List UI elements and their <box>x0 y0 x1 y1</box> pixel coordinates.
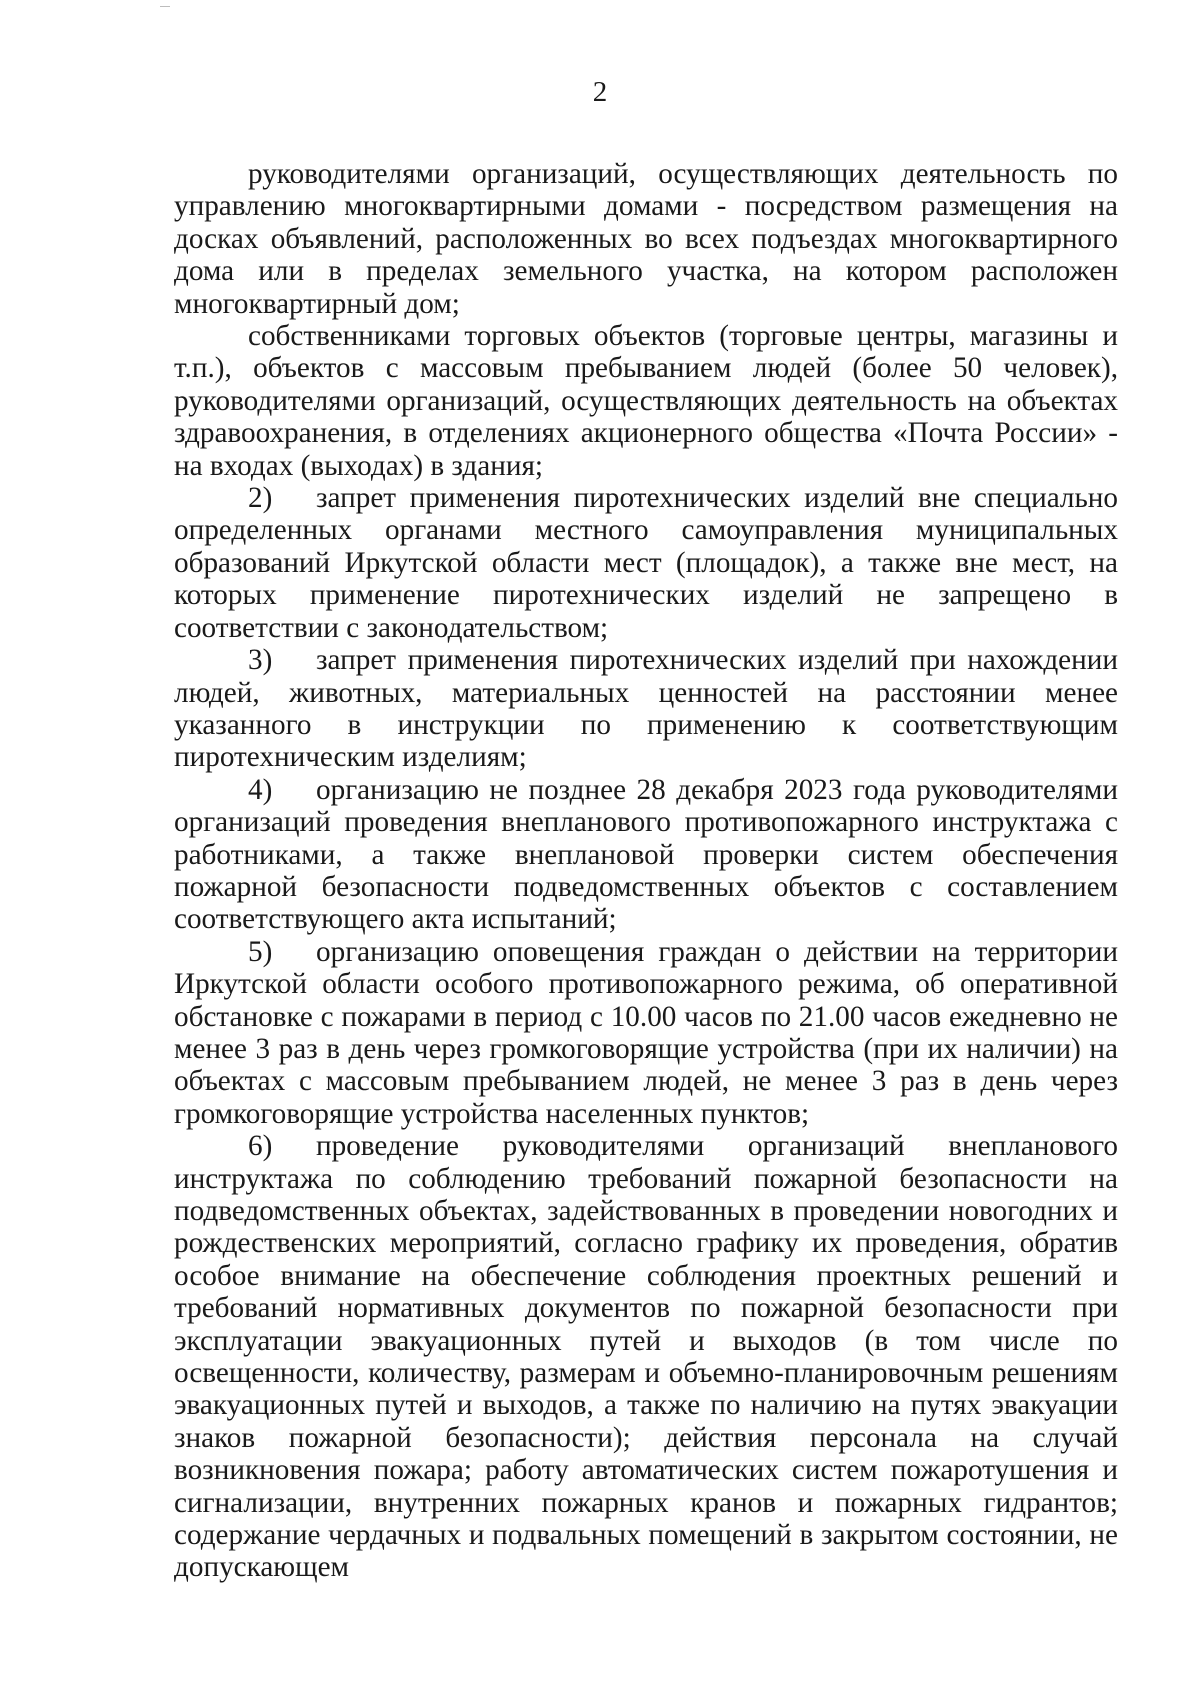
paragraph-text: запрет применения пиротехнических изделий при нахождении людей, животных, материальных ценностей на расстоянии менее указанного в инструкции по применению к соответствующим пиротехническим изделиям; <box>174 644 1118 774</box>
paragraph-managers <box>174 158 1118 320</box>
paragraph-text: организацию не позднее 28 декабря 2023 года руководителями организаций проведения внепланового противопожарного инструктажа с работниками, а также внеплановой проверки систем обеспечения пожарной безопасности подведомственных объектов с составлением соответствующего акта испытаний; <box>174 773 1118 936</box>
page-number: 2 <box>592 76 608 108</box>
paragraph-text: запрет применения пиротехнических изделий вне специально определенных органами местного самоуправления муниципальных образований Иркутской области мест (площадок), а также вне мест, на которых применение пиротехнических изделий не запрещено в соответствии с законодательством; <box>174 482 1118 644</box>
item-number: 2) <box>248 482 273 515</box>
paragraph-item-6 <box>174 1130 1118 1584</box>
paragraph-item-5 <box>174 936 1118 1130</box>
paragraph-owners <box>174 320 1118 482</box>
paragraph-text: руководителями организаций, осуществляющих деятельность по управлению многоквартирными домами - посредством размещения на досках объявлений, расположенных во всех подъездах многоквартирного дома или в пределах земельного участка, на котором расположен многоквартирный дом; <box>174 158 1118 320</box>
paragraph-text: проведение руководителями организаций внепланового инструктажа по соблюдению требований пожарной безопасности на подведомственных объектах, задействованных в проведении новогодних и рождественских мероприятий, согласно графику их проведения, обратив особое внимание на обеспечение соблюдения проектных решений и требований нормативных документов по пожарной безопасности при эксплуатации эвакуационных путей и выходов (в том числе по освещенности, количеству, размерам и объемно-планировочным решениям эвакуационных путей и выходов, а также по наличию на путях эвакуации знаков пожарной безопасности); действия персонала на случай возникновения пожара; работу автоматических систем пожаротушения и сигнализации, внутренних пожарных кранов и пожарных гидрантов; содержание чердачных и подвальных помещений в закрытом состоянии, не допускающем <box>174 1130 1118 1584</box>
scan-artifact <box>160 6 170 7</box>
item-number: 5) <box>248 935 273 968</box>
paragraph-item-2 <box>174 482 1118 644</box>
item-number: 6) <box>248 1130 273 1163</box>
paragraph-text: собственниками торговых объектов (торговые центры, магазины и т.п.), объектов с массовым пребыванием людей (более 50 человек), руководителями организаций, осуществляющих деятельность на объектах здравоохранения, в отделениях акционерного общества «Почта России» - на входах (выходах) в здания; <box>174 320 1118 482</box>
item-number: 3) <box>248 644 273 677</box>
paragraph-item-4 <box>174 774 1118 936</box>
document-body <box>174 158 1118 1584</box>
paragraph-text: организацию оповещения граждан о действии на территории Иркутской области особого противопожарного режима, об оперативной обстановке с пожарами в период с 10.00 часов по 21.00 часов ежедневно не менее 3 раз в день через громкоговорящие устройства (при их наличии) на объектах с массовым пребыванием людей, не менее 3 раз в день через громкоговорящие устройства населенных пунктов; <box>174 935 1118 1130</box>
paragraph-item-3 <box>174 644 1118 774</box>
item-number: 4) <box>248 773 273 806</box>
